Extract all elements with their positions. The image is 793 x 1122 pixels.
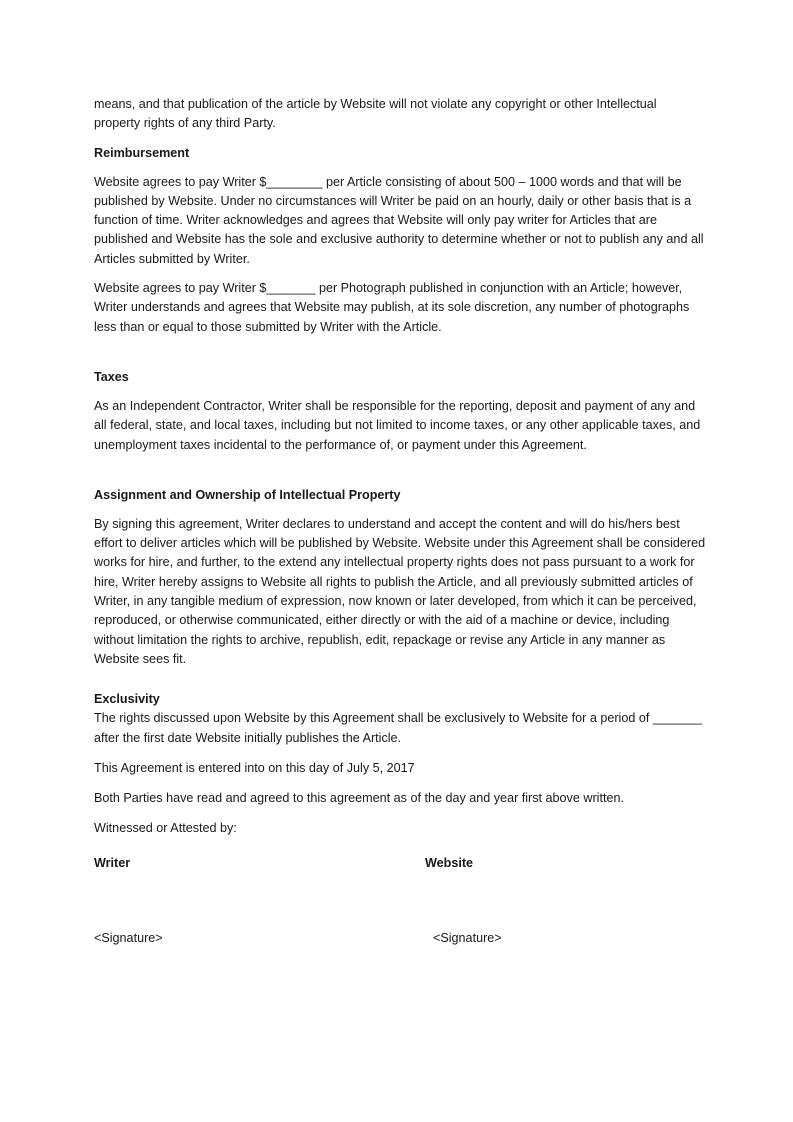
- assignment-heading: Assignment and Ownership of Intellectual Property: [94, 487, 401, 502]
- agreement-consent-line: Both Parties have read and agreed to this agreement as of the day and year first above written.: [94, 791, 624, 806]
- website-signature: <Signature>: [433, 930, 502, 945]
- website-label: Website: [425, 855, 474, 870]
- taxes-paragraph: As an Independent Contractor, Writer shall be responsible for the reporting, deposit and payment of any and all federal, state, and local taxes, including but not limited to income taxes, or any other applicable taxes, and unemployment taxes incidental to the performance of, or payment under this Agreement.: [94, 398, 701, 452]
- document-page: [94, 95, 706, 948]
- signature-lines-row: [94, 929, 706, 948]
- reimbursement-paragraph-2: Website agrees to pay Writer $_______ per Photograph published in conjunction with an Article; however, Writer understands and agrees that Website may publish, at its sole discretion, any number of photographs less than or equal to those submitted by Writer with the Article.: [94, 281, 690, 334]
- writer-label: Writer: [94, 855, 131, 870]
- assignment-paragraph: By signing this agreement, Writer declares to understand and accept the content and will do his/hers best effort to deliver articles which will be published by Website. Website under this Agreement shall be considered works for hire, and further, to the extend any intellectual property rights does not pass pursuant to a work for hire, Writer hereby assigns to Website all rights to publish the Article, and all previously submitted articles of Writer, in any tangible medium of expression, now known or later developed, from which it can be perceived, reproduced, or otherwise communicated, either directly or with the aid of a machine or device, including without limitation the rights to archive, republish, edit, repackage or revise any Article in any manner as Website sees fit.: [94, 516, 706, 666]
- intro-paragraph: means, and that publication of the article by Website will not violate any copyright or other Intellectual property rights of any third Party.: [94, 97, 657, 131]
- taxes-heading: Taxes: [94, 369, 129, 384]
- signature-labels-row: [94, 854, 706, 873]
- exclusivity-heading: Exclusivity: [94, 692, 160, 707]
- reimbursement-paragraph-1: Website agrees to pay Writer $________ per Article consisting of about 500 – 1000 words and that will be published by Website. Under no circumstances will Writer be paid on an hourly, daily or other basis that is a function of time. Writer acknowledges and agrees that Website will only pay writer for Articles that are published and Website has the sole and exclusive authority to determine whether or not to publish any and all Articles submitted by Writer.: [94, 174, 704, 266]
- exclusivity-paragraph: The rights discussed upon Website by this Agreement shall be exclusively to Website for a period of _______ after the first date Website initially publishes the Article.: [94, 711, 702, 745]
- agreement-date-line: This Agreement is entered into on this day of July 5, 2017: [94, 760, 415, 775]
- witness-line: Witnessed or Attested by:: [94, 821, 237, 836]
- reimbursement-heading: Reimbursement: [94, 145, 190, 160]
- writer-signature: <Signature>: [94, 930, 163, 945]
